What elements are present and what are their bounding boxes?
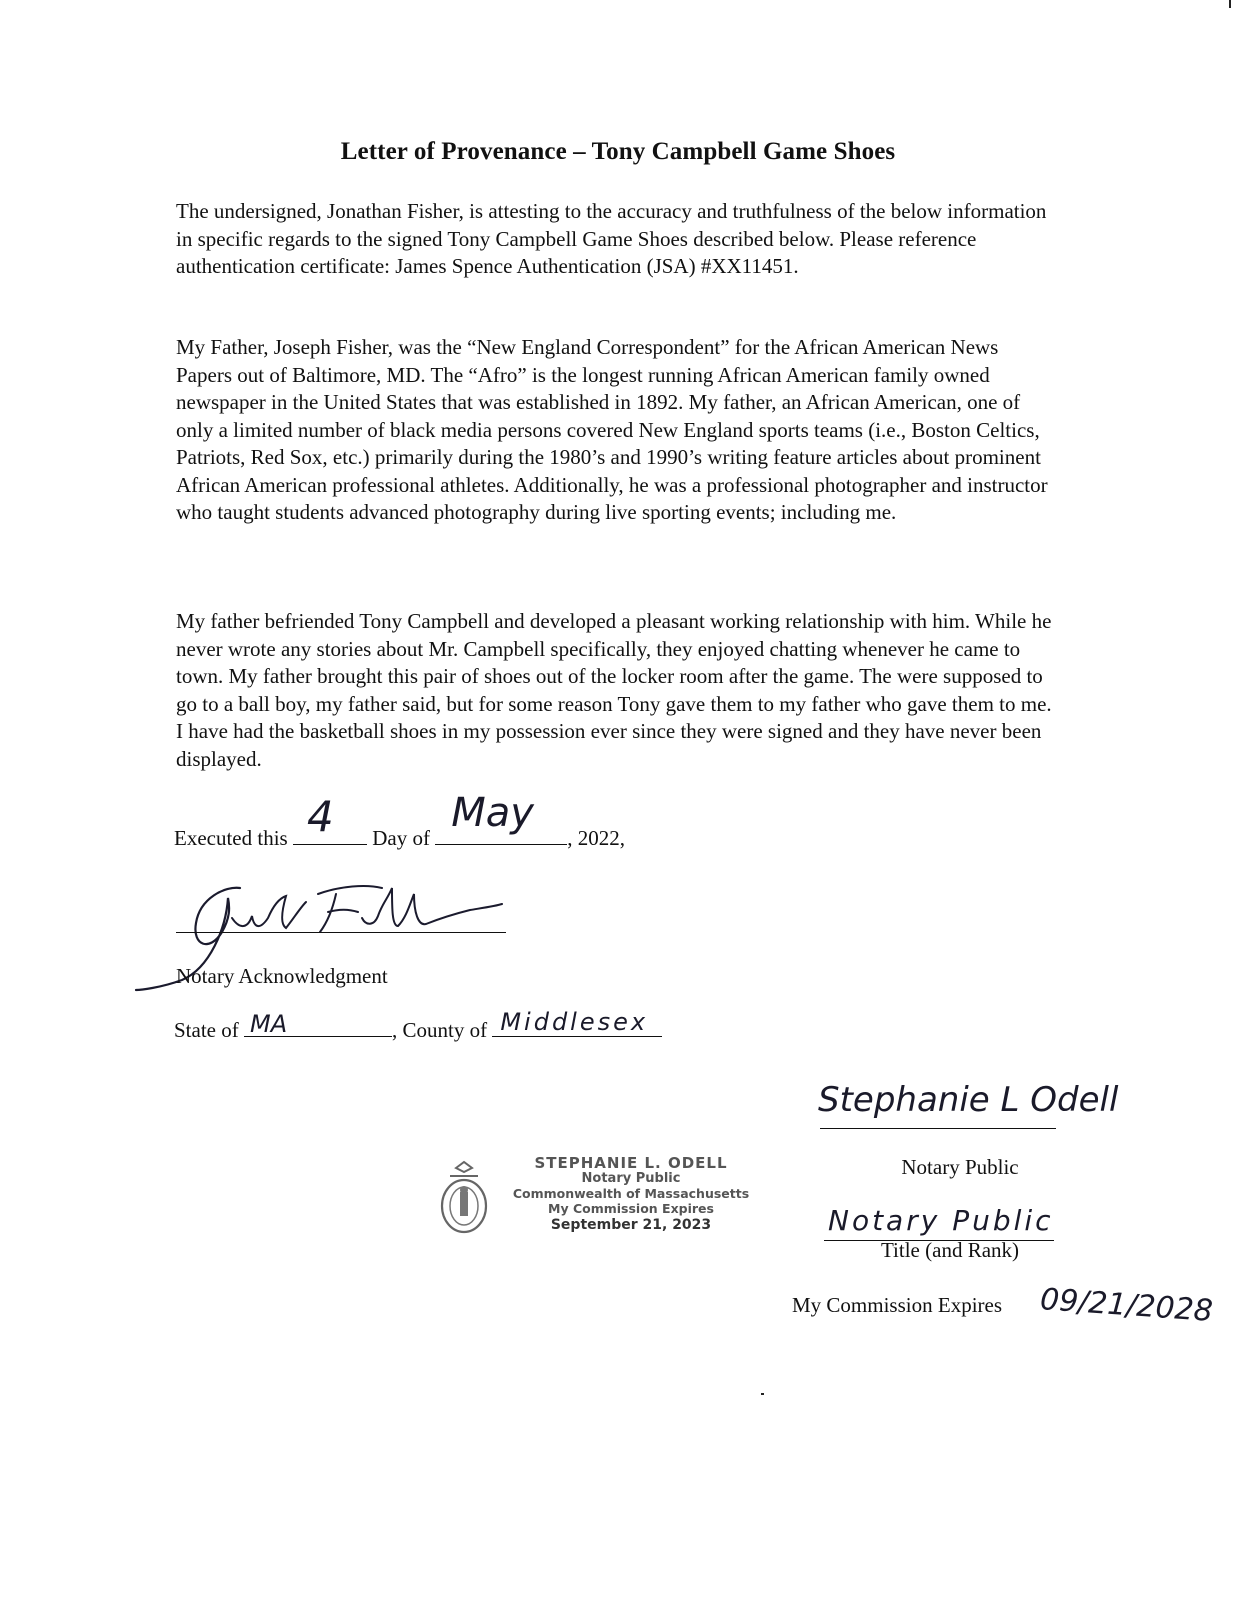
day-handwritten: 4	[306, 792, 334, 841]
commission-handwritten: 09/21/2028	[1038, 1282, 1214, 1329]
seal-line-notary: Notary Public	[581, 1171, 681, 1186]
state-handwritten: MA	[249, 1010, 288, 1038]
signer-signature-text	[130, 868, 138, 869]
notary-signature: Stephanie L Odell	[818, 1080, 1119, 1120]
commission-label: My Commission Expires	[792, 1293, 1003, 1317]
day-field	[293, 792, 367, 845]
day-of-label: Day of	[372, 826, 430, 850]
notary-title-handwritten: Notary Public	[828, 1204, 1054, 1237]
execution-prefix: Executed this	[174, 826, 288, 850]
seal-line-commonwealth: Commonwealth of Massachusetts	[512, 1186, 750, 1201]
seal-date: September 21, 2023	[550, 1217, 712, 1233]
state-label: State of	[174, 1018, 239, 1042]
year-suffix: , 2022,	[567, 826, 625, 850]
execution-line	[174, 790, 625, 851]
notary-heading: Notary Acknowledgment	[176, 964, 388, 988]
commonwealth-seal-icon	[436, 1160, 492, 1238]
notary-signature-caption: Notary Public	[901, 1155, 1019, 1179]
notary-stamp	[436, 1152, 766, 1262]
scan-artifact	[761, 1393, 764, 1395]
month-field	[435, 790, 567, 845]
paragraph-background: My Father, Joseph Fisher, was the “New England Correspondent” for the African American News Papers out of Baltimore, MD. The “Afro” is the longest running African American family owned newspaper in the United States that was established in 1892. My father, an African American, one of only a limited number of black media persons covered New England sports teams (i.e., Boston Celtics, Patriots, Red Sox, etc.) primarily during the 1980’s and 1990’s writing feature articles about prominent African American professional athletes. Additionally, he was a professional photographer and instructor who taught students advanced photography during live sporting events; including me.	[176, 335, 1048, 524]
title-caption: Title (and Rank)	[880, 1238, 1020, 1262]
seal-line-expires: My Commission Expires	[548, 1201, 714, 1216]
seal-name: STEPHANIE L. ODELL	[534, 1154, 728, 1172]
county-label: , County of	[391, 1018, 488, 1042]
page-title: Letter of Provenance – Tony Campbell Game Shoes	[340, 138, 896, 165]
scan-artifact	[1229, 0, 1231, 8]
signature-line	[176, 932, 506, 933]
month-handwritten: May	[451, 790, 534, 836]
notary-signature-line	[820, 1128, 1056, 1129]
county-field	[492, 1008, 662, 1037]
paragraph-provenance: My father befriended Tony Campbell and developed a pleasant working relationship with him. While he never wrote any stories about Mr. Campbell specifically, they enjoyed chatting whenever he came to town. My father brought this pair of shoes out of the locker room after the game. The were supposed to go to a ball boy, my father said, but for some reason Tony gave them to my father who gave them to me. I have had the basketball shoes in my possession ever since they were signed and they have never been displayed.	[176, 609, 1052, 771]
county-handwritten: Middlesex	[500, 1008, 649, 1036]
state-field	[244, 1010, 392, 1038]
paragraph-attestation: The undersigned, Jonathan Fisher, is attesting to the accuracy and truthfulness of the below information in specific regards to the signed Tony Campbell Game Shoes described below. Please reference authentication certificate: James Spence Authentication (JSA) #XX11451.	[176, 199, 1047, 278]
state-county-line	[174, 1008, 662, 1043]
